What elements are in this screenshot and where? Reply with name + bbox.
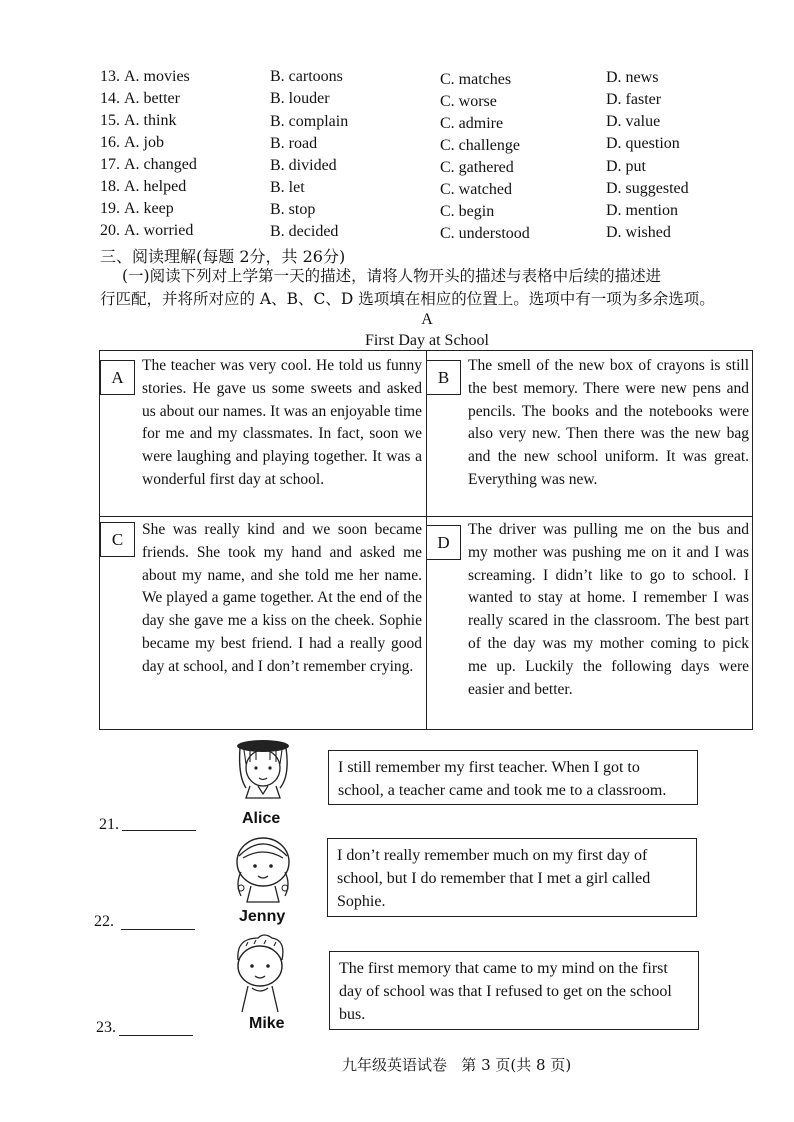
option-b: B. divided — [270, 157, 337, 174]
person-name: Jenny — [239, 908, 286, 925]
option-c: C. understood — [440, 225, 530, 242]
option-cell-c — [100, 516, 426, 730]
option-b: B. cartoons — [270, 68, 343, 85]
option-text: The driver was pulling me on the bus and my mother was pushing me on it and I was screaming. I didn’t like to go to school. I wanted to stay at home. I remember I was really scared in the classroom. The best part of the day was my mother coming to pick me up. Luckily the following days were easier and better. — [468, 521, 749, 698]
instruction-line-2: 行匹配，并将所对应的 A、B、C、D 选项填在相应的位置上。选项中有一项为多余选项。 — [100, 290, 715, 308]
passage-label: A — [421, 311, 433, 328]
option-c: C. watched — [440, 181, 512, 198]
option-num: 15. — [100, 112, 120, 129]
option-b: B. stop — [270, 201, 316, 218]
option-c: C. gathered — [440, 159, 514, 176]
jenny-avatar-icon — [229, 832, 297, 910]
speech-bubble: The first memory that came to my mind on the first day of school was that I refused to get on the school bus. — [329, 951, 699, 1030]
option-num: 14. — [100, 90, 120, 107]
option-num: 19. — [100, 200, 120, 217]
option-cell-a — [100, 351, 426, 516]
option-a: A. worried — [124, 222, 194, 239]
option-text: She was really kind and we soon became friends. She took my hand and asked me about my name, and she told me her name. We played a game together. At the end of the day she gave me a kiss on the cheek. Sophie became my best friend. I had a really good day at school, and I don’t remember crying. — [142, 521, 422, 675]
option-a: A. changed — [124, 156, 197, 173]
option-cell-b — [426, 351, 753, 516]
option-a: A. job — [124, 134, 164, 151]
page-footer: 九年级英语试卷 第 3 页(共 8 页) — [342, 1056, 572, 1074]
option-b: B. complain — [270, 113, 349, 130]
option-d: D. wished — [606, 224, 671, 241]
person-name: Mike — [249, 1015, 285, 1032]
option-text: The teacher was very cool. He told us funny stories. He gave us some sweets and asked us about our names. It was an enjoyable time for me and my classmates. In fact, soon we were laughing and playing together. It was a wonderful first day at school. — [142, 357, 422, 488]
alice-avatar-icon — [232, 736, 294, 812]
option-d: D. question — [606, 135, 680, 152]
option-d: D. value — [606, 113, 661, 130]
answer-blank[interactable] — [121, 929, 195, 930]
question-number: 22. — [94, 913, 114, 930]
option-c: C. begin — [440, 203, 495, 220]
option-num: 18. — [100, 178, 120, 195]
answer-blank[interactable] — [119, 1035, 193, 1036]
option-letter-box: B — [426, 360, 461, 395]
option-letter-box: D — [426, 525, 461, 560]
option-d: D. faster — [606, 91, 662, 108]
option-a: A. think — [124, 112, 177, 129]
answer-blank[interactable] — [122, 830, 196, 831]
option-num: 20. — [100, 222, 120, 239]
passage-title: First Day at School — [365, 332, 489, 349]
option-d: D. put — [606, 158, 646, 175]
option-d: D. suggested — [606, 180, 689, 197]
option-cell-d — [426, 516, 753, 730]
option-d: D. news — [606, 69, 659, 86]
option-b: B. decided — [270, 223, 339, 240]
question-number: 21. — [99, 816, 119, 833]
option-num: 16. — [100, 134, 120, 151]
speech-bubble: I still remember my first teacher. When I got to school, a teacher came and took me to a classroom. — [328, 750, 698, 805]
option-text: The smell of the new box of crayons is still the best memory. There were new pens and pencils. The books and the notebooks were also very new. Then there was the new bag and the new school uniform. It was great. Everything was new. — [468, 357, 749, 488]
option-c: C. worse — [440, 93, 497, 110]
option-a: A. helped — [124, 178, 187, 195]
speech-bubble: I don’t really remember much on my first day of school, but I do remember that I met a girl called Sophie. — [327, 838, 697, 917]
person-name: Alice — [242, 810, 281, 827]
option-d: D. mention — [606, 202, 678, 219]
section-title: 三、阅读理解(每题 2分，共 26分) — [100, 247, 346, 266]
question-number: 23. — [96, 1019, 116, 1036]
option-a: A. keep — [124, 200, 174, 217]
instruction-line-1: (一)阅读下列对上学第一天的描述，请将人物开头的描述与表格中后续的描述进 — [122, 267, 662, 285]
option-letter-box: C — [100, 522, 135, 557]
option-letter-box: A — [100, 360, 135, 395]
option-c: C. challenge — [440, 137, 520, 154]
option-c: C. admire — [440, 115, 504, 132]
option-num: 13. — [100, 68, 120, 85]
option-a: A. better — [124, 90, 180, 107]
option-b: B. road — [270, 135, 318, 152]
option-a: A. movies — [124, 68, 190, 85]
option-num: 17. — [100, 156, 120, 173]
option-b: B. louder — [270, 90, 330, 107]
option-c: C. matches — [440, 71, 512, 88]
option-b: B. let — [270, 179, 305, 196]
options-table — [99, 350, 753, 730]
mike-avatar-icon — [228, 932, 292, 1016]
